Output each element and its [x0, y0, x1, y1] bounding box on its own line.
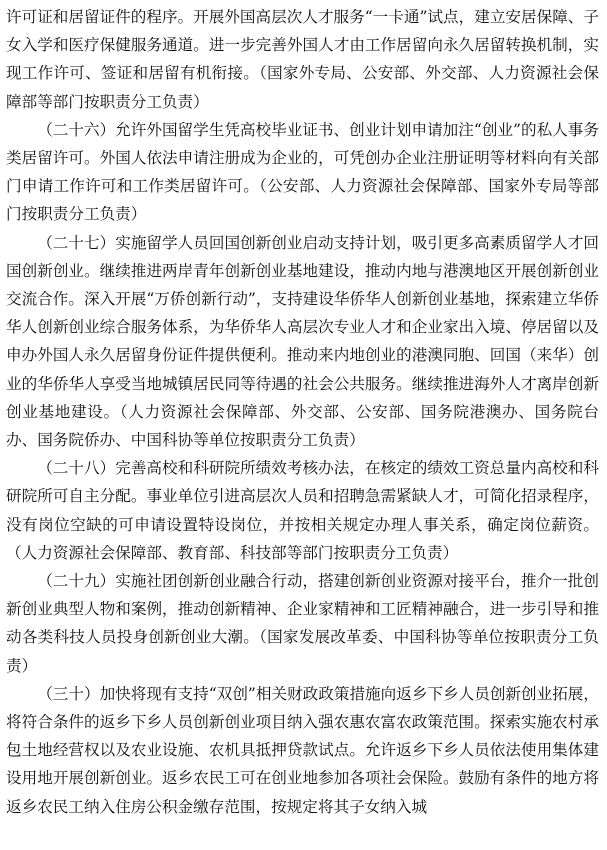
paragraph-item-28: （二十八）完善高校和科研院所绩效考核办法，在核定的绩效工资总量内高校和科研院所可自主分配。事业单位引进高层次人员和招聘急需紧缺人才，可简化招录程序，没有岗位空缺的可申请设置特设岗位，并按相关规定办理人事关系，确定岗位薪资。（人力资源社会保障部、教育部、科技部等部门按职责分工负责）	[6, 459, 599, 562]
paragraph-item-27: （二十七）实施留学人员回国创新创业启动支持计划，吸引更多高素质留学人才回国创新创业。继续推进两岸青年创新创业基地建设，推动内地与港澳地区开展创新创业交流合作。深入开展“万侨创新行动”，支持建设华侨华人创新创业基地，探索建立华侨华人创新创业综合服务体系，为华侨华人高层次专业人才和企业家出入境、停居留以及申办外国人永久居留身份证件提供便利。推动来内地创业的港澳同胞、回国（来华）创业的华侨华人享受当地城镇居民同等待遇的社会公共服务。继续推进海外人才离岸创新创业基地建设。（人力资源社会保障部、外交部、公安部、国务院港澳办、国务院台办、国务院侨办、中国科协等单位按职责分工负责）	[6, 233, 599, 450]
paragraph-item-29: （二十九）实施社团创新创业融合行动，搭建创新创业资源对接平台，推介一批创新创业典型人物和案例，推动创新精神、企业家精神和工匠精神融合，进一步引导和推动各类科技人员投身创新创业大潮。（国家发展改革委、中国科协等单位按职责分工负责）	[6, 572, 599, 675]
paragraph-item-26: （二十六）允许外国留学生凭高校毕业证书、创业计划申请加注“创业”的私人事务类居留许可。外国人依法申请注册成为企业的，可凭创办企业注册证明等材料向有关部门申请工作许可和工作类居留许可。（公安部、人力资源社会保障部、国家外专局等部门按职责分工负责）	[6, 120, 599, 224]
paragraph-item-30: （三十）加快将现有支持“双创”相关财政政策措施向返乡下乡人员创新创业拓展，将符合条件的返乡下乡人员创新创业项目纳入强农惠农富农政策范围。探索实施农村承包土地经营权以及农业设施、农机具抵押贷款试点。允许返乡下乡人员依法使用集体建设用地开展创新创业。返乡农民工可在创业地参加各项社会保险。鼓励有条件的地方将返乡农民工纳入住房公积金缴存范围，按规定将其子女纳入城	[6, 684, 599, 816]
paragraph-continued: 许可证和居留证件的程序。开展外国高层次人才服务“一卡通”试点，建立安居保障、子女入学和医疗保健服务通道。进一步完善外国人才由工作居留向永久居留转换机制，实现工作许可、签证和居留有机衔接。（国家外专局、公安部、外交部、人力资源社会保障部等部门按职责分工负责）	[6, 8, 599, 111]
